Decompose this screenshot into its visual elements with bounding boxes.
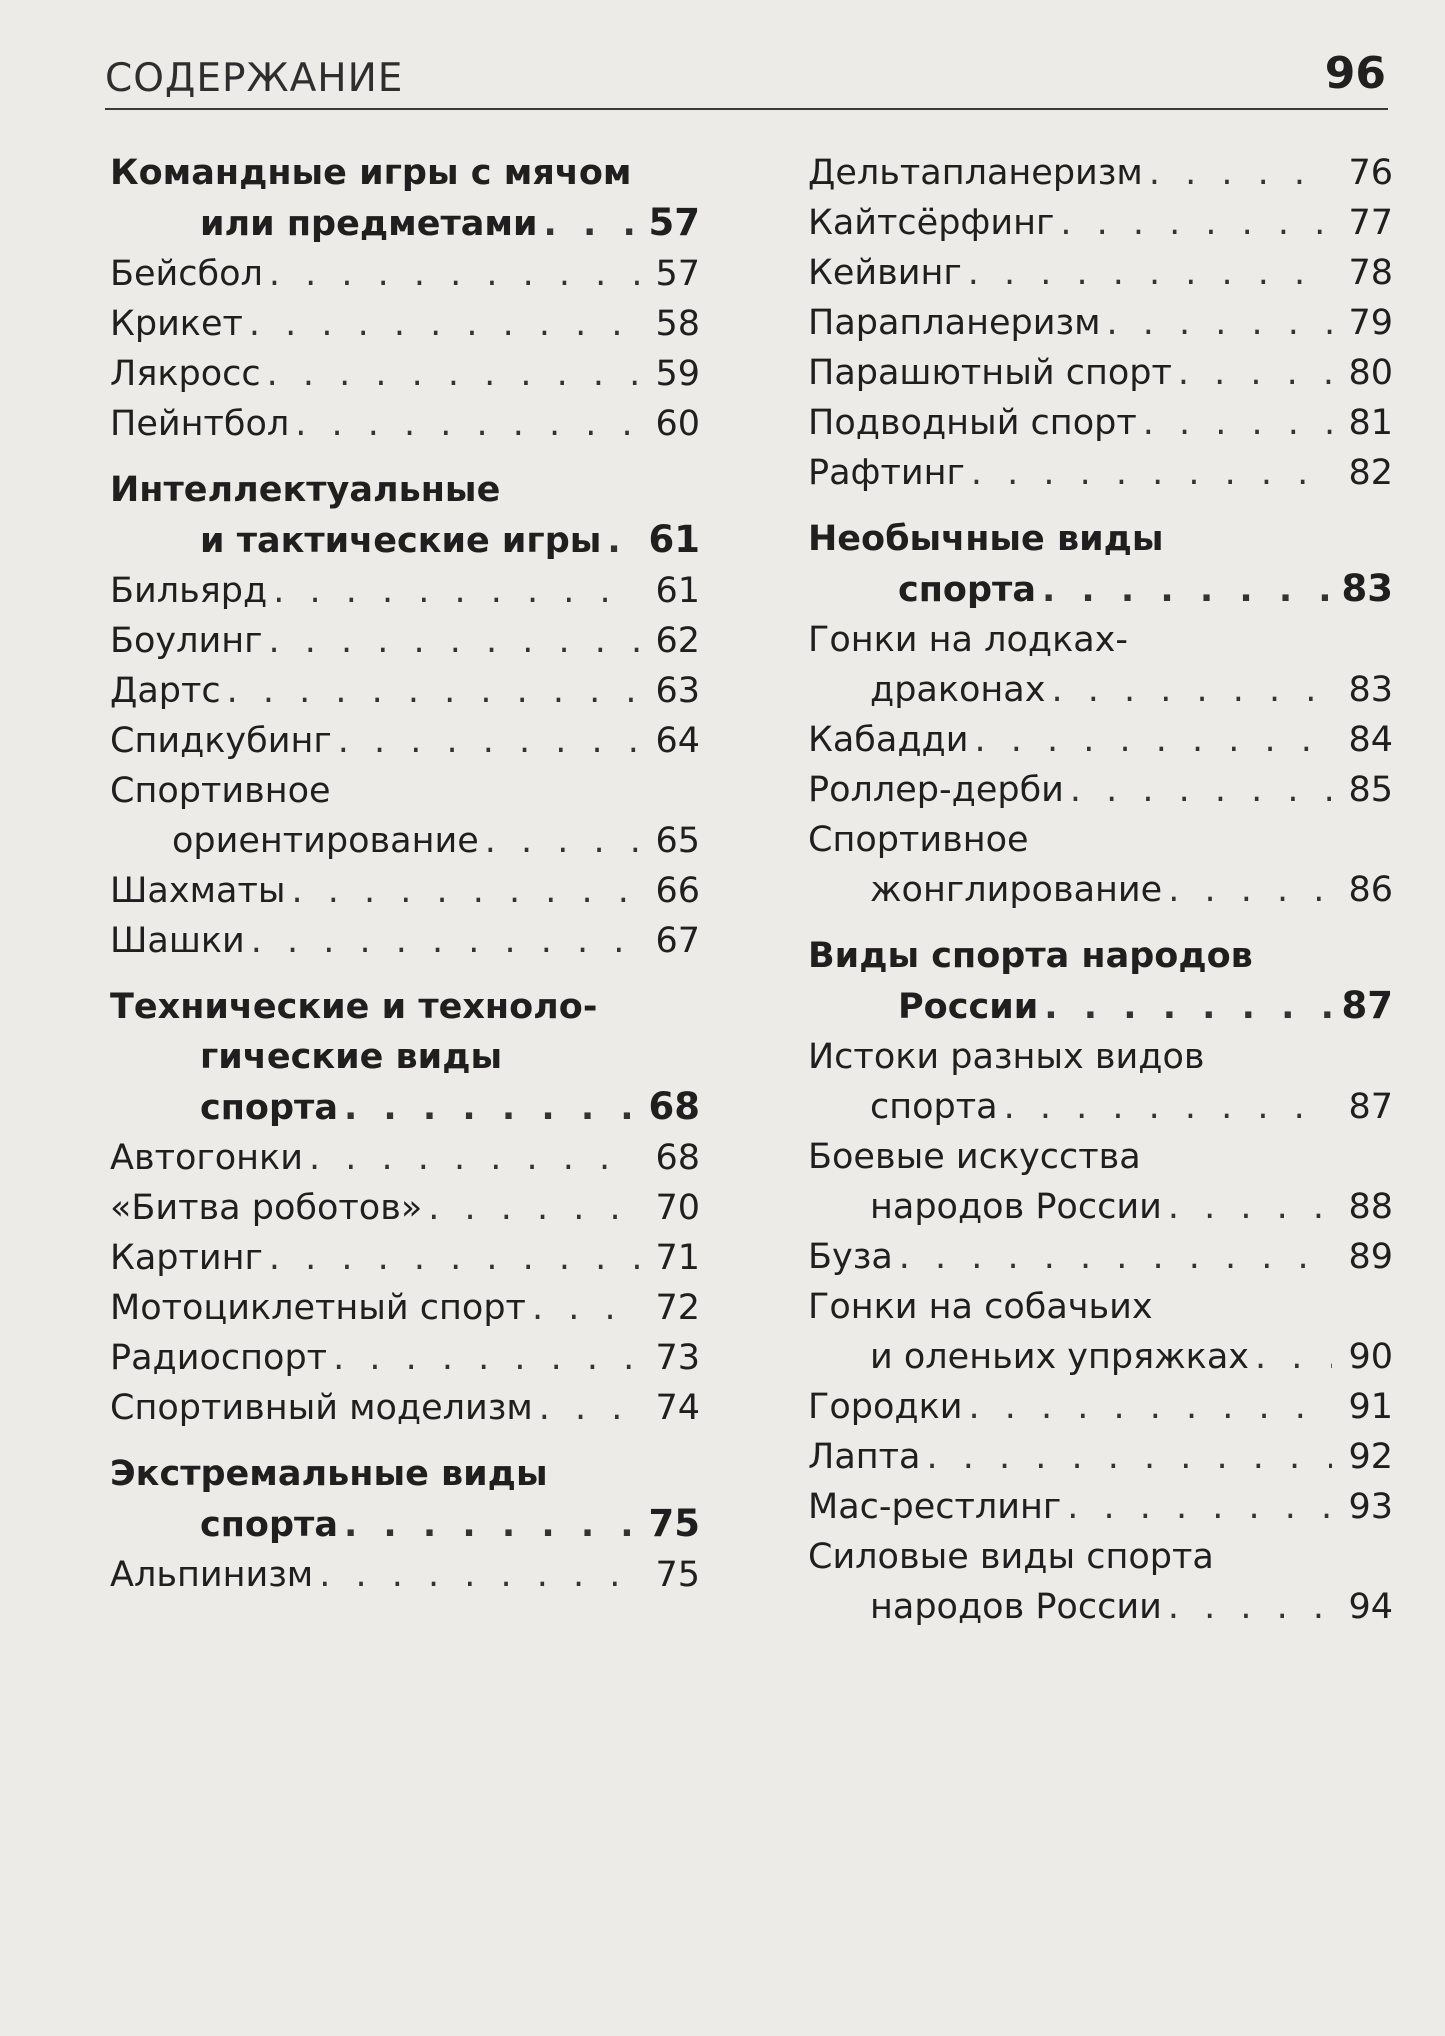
dot-leader: [267, 349, 639, 399]
toc-entry-title: Парашютный спорт: [808, 353, 1172, 393]
toc-entry-title: Спортивный моделизм: [110, 1388, 533, 1428]
dot-leader: [291, 866, 639, 916]
toc-page-number: 67: [655, 921, 700, 961]
toc-page-number: 83: [1348, 670, 1393, 710]
toc-entry-title: Кайтсёрфинг: [808, 203, 1055, 243]
toc-page-number: 75: [655, 1555, 700, 1595]
toc-entry: [110, 249, 700, 299]
toc-page-number: 61: [655, 571, 700, 611]
toc-section: [808, 931, 1393, 1032]
dot-leader: [485, 816, 639, 866]
toc-entry: [808, 398, 1393, 448]
toc-column-right: [808, 148, 1393, 1632]
page-title: СОДЕРЖАНИЕ: [105, 56, 404, 101]
dot-leader: [1168, 865, 1332, 915]
toc-page-number: 73: [655, 1338, 700, 1378]
toc-page-number: 62: [655, 621, 700, 661]
toc-entry-title: «Битва роботов»: [110, 1188, 423, 1228]
toc-page-number: 71: [655, 1238, 700, 1278]
toc-entry-title: Роллер-дерби: [808, 770, 1064, 810]
dot-leader: [1255, 1332, 1332, 1382]
dot-leader: [532, 1283, 639, 1333]
toc-entry: [110, 1550, 700, 1600]
toc-entry: [110, 349, 700, 399]
dot-leader: [974, 715, 1332, 765]
toc-entry-title: жонглирование: [870, 870, 1163, 910]
toc-page-number: 79: [1348, 303, 1393, 343]
toc-page-number: 82: [1348, 453, 1393, 493]
toc-entry: [110, 1333, 700, 1383]
dot-leader: [344, 1500, 639, 1550]
toc-section: [110, 465, 700, 566]
toc-entry-title: Альпинизм: [110, 1555, 314, 1595]
toc-entry-title: Бейсбол: [110, 254, 263, 294]
dot-leader: [1044, 982, 1332, 1032]
toc-page-number: 57: [655, 254, 700, 294]
toc-page-number: 68: [648, 1085, 700, 1128]
toc-entry: [808, 348, 1393, 398]
toc-entry: [110, 666, 700, 716]
dot-leader: [227, 666, 639, 716]
toc-entry-title: России: [898, 987, 1039, 1027]
toc-section: [808, 514, 1393, 615]
toc-entry-title: спорта: [200, 1505, 338, 1545]
toc-page-number: 80: [1348, 353, 1393, 393]
dot-leader: [319, 1550, 639, 1600]
toc-entry-title: Лякросс: [110, 354, 261, 394]
toc-page-number: 75: [648, 1502, 700, 1545]
toc-page-number: 72: [655, 1288, 700, 1328]
toc-entry: [808, 248, 1393, 298]
toc-page-number: 83: [1341, 567, 1393, 610]
dot-leader: [333, 1333, 639, 1383]
toc-entry: [808, 715, 1393, 765]
dot-leader: [1149, 148, 1332, 198]
toc-page-number: 57: [648, 201, 700, 244]
dot-leader: [539, 1383, 639, 1433]
toc-entry-title: Кейвинг: [808, 253, 962, 293]
dot-leader: [273, 566, 639, 616]
toc-entry: [110, 716, 700, 766]
toc-page-number: 63: [655, 671, 700, 711]
toc-entry: [110, 866, 700, 916]
toc-entry-title: Пейнтбол: [110, 404, 290, 444]
dot-leader: [968, 1382, 1332, 1432]
toc-entry: [808, 148, 1393, 198]
toc-entry-title: ориентирование: [172, 821, 479, 861]
toc-section: [110, 1449, 700, 1550]
toc-entry-title: Истоки разных видов: [808, 1037, 1205, 1077]
toc-entry-title: Силовые виды спорта: [808, 1537, 1214, 1577]
toc-page-number: 59: [655, 354, 700, 394]
toc-entry-title: драконах: [870, 670, 1046, 710]
toc-entry-title: Технические и техноло-: [110, 987, 598, 1027]
dot-leader: [269, 249, 639, 299]
toc-section: [110, 982, 700, 1133]
toc-section: [110, 148, 700, 249]
toc-entry: [808, 615, 1393, 715]
toc-page-number: 88: [1348, 1187, 1393, 1227]
toc-entry: [110, 916, 700, 966]
toc-column-left: [110, 148, 700, 1600]
toc-entry-title: спорта: [898, 570, 1036, 610]
toc-page-number: 94: [1348, 1587, 1393, 1627]
toc-entry-title: или предметами: [200, 204, 538, 244]
dot-leader: [1168, 1582, 1332, 1632]
toc-entry: [808, 815, 1393, 915]
toc-entry-title: Дельтапланеризм: [808, 153, 1143, 193]
dot-leader: [544, 199, 640, 249]
toc-page-number: 86: [1348, 870, 1393, 910]
dot-leader: [968, 248, 1332, 298]
toc-page-number: 60: [655, 404, 700, 444]
toc-entry-title: Кабадди: [808, 720, 969, 760]
toc-entry: [110, 1133, 700, 1183]
toc-page-number: 90: [1348, 1337, 1393, 1377]
toc-entry: [110, 399, 700, 449]
dot-leader: [428, 1183, 639, 1233]
toc-page-number: 87: [1341, 984, 1393, 1027]
toc-page-number: 77: [1348, 203, 1393, 243]
dot-leader: [295, 399, 639, 449]
toc-entry: [110, 766, 700, 866]
toc-entry-title: Спортивное: [110, 771, 331, 811]
toc-entry-title: Гонки на лодках-: [808, 620, 1129, 660]
toc-entry-title: народов России: [870, 1587, 1162, 1627]
toc-entry: [808, 1482, 1393, 1532]
toc-entry-title: Автогонки: [110, 1138, 303, 1178]
dot-leader: [1107, 298, 1332, 348]
toc-entry: [110, 616, 700, 666]
toc-page-number: 74: [655, 1388, 700, 1428]
dot-leader: [344, 1083, 639, 1133]
toc-entry-title: Подводный спорт: [808, 403, 1137, 443]
toc-entry-title: Дартс: [110, 671, 221, 711]
toc-entry-title: Радиоспорт: [110, 1338, 328, 1378]
toc-entry-title: Боулинг: [110, 621, 263, 661]
toc-page-number: 92: [1348, 1437, 1393, 1477]
toc-page-number: 87: [1348, 1087, 1393, 1127]
dot-leader: [269, 616, 639, 666]
toc-entry-title: Виды спорта народов: [808, 936, 1253, 976]
toc-entry: [808, 1432, 1393, 1482]
toc-entry-title: Спидкубинг: [110, 721, 332, 761]
toc-page-number: 58: [655, 304, 700, 344]
toc-entry-title: Спортивное: [808, 820, 1029, 860]
toc-entry: [808, 1232, 1393, 1282]
toc-entry-title: Бильярд: [110, 571, 268, 611]
toc-entry-title: Рафтинг: [808, 453, 965, 493]
dot-leader: [249, 299, 639, 349]
toc-entry-title: Лапта: [808, 1437, 921, 1477]
dot-leader: [1067, 1482, 1332, 1532]
page-number: 96: [1324, 48, 1386, 99]
toc-entry: [808, 298, 1393, 348]
dot-leader: [1051, 665, 1332, 715]
toc-entry-title: Городки: [808, 1387, 963, 1427]
dot-leader: [971, 448, 1332, 498]
toc-page-number: 66: [655, 871, 700, 911]
toc-page-number: 78: [1348, 253, 1393, 293]
dot-leader: [927, 1432, 1333, 1482]
toc-entry-title: Необычные виды: [808, 519, 1164, 559]
toc-entry-title: Буза: [808, 1237, 893, 1277]
dot-leader: [1168, 1182, 1332, 1232]
toc-page-number: 84: [1348, 720, 1393, 760]
toc-entry-title: Интеллектуальные: [110, 470, 501, 510]
toc-entry-title: и тактические игры: [200, 521, 602, 561]
toc-entry-title: народов России: [870, 1187, 1162, 1227]
toc-page-number: 68: [655, 1138, 700, 1178]
toc-entry: [808, 1532, 1393, 1632]
toc-entry: [110, 1183, 700, 1233]
dot-leader: [1004, 1082, 1332, 1132]
toc-page-number: 91: [1348, 1387, 1393, 1427]
toc-entry: [808, 1132, 1393, 1232]
toc-page-number: 89: [1348, 1237, 1393, 1277]
dot-leader: [309, 1133, 639, 1183]
toc-entry: [110, 566, 700, 616]
toc-page-number: 85: [1348, 770, 1393, 810]
toc-entry-title: Шашки: [110, 921, 245, 961]
toc-entry-title: спорта: [870, 1087, 998, 1127]
toc-entry: [808, 1282, 1393, 1382]
dot-leader: [1070, 765, 1332, 815]
toc-page-number: 76: [1348, 153, 1393, 193]
toc-entry-title: Парапланеризм: [808, 303, 1101, 343]
toc-entry: [808, 765, 1393, 815]
toc-entry-title: Шахматы: [110, 871, 286, 911]
dot-leader: [338, 716, 639, 766]
toc-entry: [808, 198, 1393, 248]
dot-leader: [1143, 398, 1332, 448]
toc-entry: [110, 1383, 700, 1433]
toc-entry-title: гические виды: [200, 1037, 503, 1077]
toc-page-number: 65: [655, 821, 700, 861]
toc-entry-title: Боевые искусства: [808, 1137, 1141, 1177]
toc-entry-title: Картинг: [110, 1238, 263, 1278]
toc-entry-title: спорта: [200, 1088, 338, 1128]
toc-entry-title: Гонки на собачьих: [808, 1287, 1153, 1327]
toc-page-number: 64: [655, 721, 700, 761]
dot-leader: [251, 916, 639, 966]
toc-entry: [110, 299, 700, 349]
dot-leader: [1060, 198, 1332, 248]
dot-leader: [269, 1233, 639, 1283]
toc-entry-title: Мас-рестлинг: [808, 1487, 1062, 1527]
toc-entry: [808, 1382, 1393, 1432]
dot-leader: [1178, 348, 1332, 398]
toc-entry-title: Командные игры с мячом: [110, 153, 632, 193]
toc-entry-title: Экстремальные виды: [110, 1454, 548, 1494]
dot-leader: [1042, 565, 1332, 615]
toc-entry: [808, 1032, 1393, 1132]
page-header: [105, 48, 1388, 110]
toc-page-number: 81: [1348, 403, 1393, 443]
toc-entry: [110, 1283, 700, 1333]
toc-page-number: 93: [1348, 1487, 1393, 1527]
dot-leader: [899, 1232, 1332, 1282]
toc-entry: [110, 1233, 700, 1283]
toc-entry: [808, 448, 1393, 498]
dot-leader: [607, 516, 639, 566]
toc-entry-title: и оленьих упряжках: [870, 1337, 1249, 1377]
toc-page-number: 70: [655, 1188, 700, 1228]
toc-page-number: 61: [648, 518, 700, 561]
toc-entry-title: Крикет: [110, 304, 243, 344]
toc-entry-title: Мотоциклетный спорт: [110, 1288, 526, 1328]
